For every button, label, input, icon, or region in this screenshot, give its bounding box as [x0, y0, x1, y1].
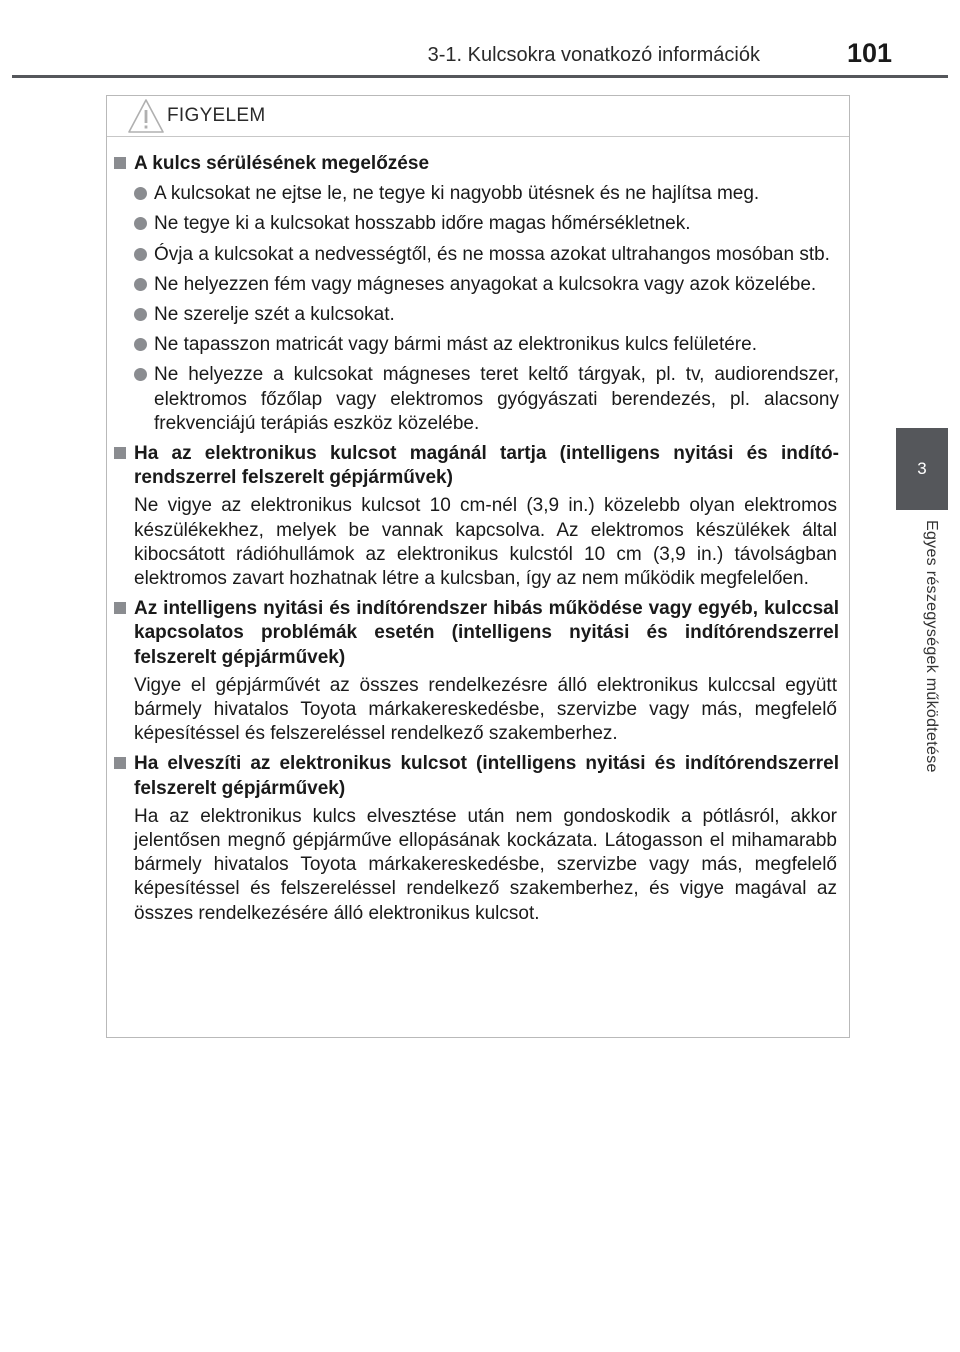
- section-header-title: 3-1. Kulcsokra vonatkozó információk: [427, 44, 760, 66]
- section-lost-key: [107, 752, 849, 925]
- list-item: Ne tegye ki a kulcsokat hosszabb időre magas hőmérsékletnek.: [107, 212, 849, 236]
- section-carrying-key: [107, 442, 849, 591]
- chapter-label: Egyes részegységek működtetése: [923, 520, 940, 773]
- section-square-icon: [114, 157, 126, 169]
- list-item: Ne helyezzen fém vagy mágneses anyagokat a kulcsokra vagy azok közelébe.: [107, 273, 849, 297]
- section-title: Ha elveszíti az elektronikus kulcsot (intelligens nyitási és indítórendszerrel felszerelt gépjárművek): [107, 752, 849, 800]
- bullet-dot-icon: [134, 248, 147, 261]
- list-item: Ne szerelje szét a kulcsokat.: [107, 303, 849, 327]
- header-divider: [12, 75, 948, 78]
- section-text: Ha az elektronikus kulcs elvesztése után nem gondoskodik a pótlásról, akkor jelentősen megnő gépjárműve ellopásának kockázata. Látogasson el mihamarabb bármely hivatalos Toyota márkakereskedésbe, szervizbe vagy más, megfelelő képesítéssel és felszereléssel rendelkező szakemberhez, és vigye magával az összes rendelkezésére álló elektronikus kulcsot.: [134, 805, 837, 924]
- chapter-tab: [896, 428, 948, 510]
- list-item: Ne tapasszon matricát vagy bármi mást az elektronikus kulcs felületére.: [107, 333, 849, 357]
- bullet-dot-icon: [134, 278, 147, 291]
- list-item: Óvja a kulcsokat a nedvességtől, és ne mossa azokat ultrahangos mosóban stb.: [107, 243, 849, 267]
- bullet-dot-icon: [134, 308, 147, 321]
- section-key-damage: [107, 152, 849, 436]
- warning-content: [107, 152, 849, 932]
- warning-header: [107, 96, 849, 137]
- bullet-dot-icon: [134, 187, 147, 200]
- section-malfunction: [107, 597, 849, 746]
- section-square-icon: [114, 447, 126, 459]
- warning-title: FIGYELEM: [167, 105, 266, 126]
- section-text: Vigye el gépjárművét az összes rendelkezésre álló elektronikus kulccsal együtt bármely hivatalos Toyota márkakereskedésbe, szervizbe vagy más, megfelelő képesítéssel és felszereléssel rendelkező szakemberhez.: [134, 674, 837, 745]
- bullet-dot-icon: [134, 338, 147, 351]
- list-item: A kulcsokat ne ejtse le, ne tegye ki nagyobb ütésnek és ne hajlítsa meg.: [107, 182, 849, 206]
- section-text: Ne vigye az elektronikus kulcsot 10 cm-nél (3,9 in.) közelebb olyan elektromos készülékekhez, melyek be vannak kapcsolva. Az elektromos készülékek által kibocsátott rádióhullámok az elektronikus kulcstól 10 cm (3,9 in.) távolságban elektromos zavart hozhatnak létre a kulcsban, így az nem működik megfelelően.: [134, 495, 837, 590]
- warning-box: [106, 95, 850, 1038]
- chapter-number: 3: [917, 459, 927, 478]
- list-item: Ne helyezze a kulcsokat mágneses teret keltő tárgyak, pl. tv, audiorendszer, elektromos főzőlap vagy elektromos gyógyászati berendezés, pl. alacsony frekvenciájú terápiás eszköz közelébe.: [107, 363, 849, 436]
- bullet-dot-icon: [134, 368, 147, 381]
- section-title: A kulcs sérülésének megelőzése: [107, 152, 849, 176]
- section-title: Az intelligens nyitási és indítórendszer hibás működése vagy egyéb, kulccsal kapcsolatos problémák esetén (intelligens nyitási és indítórendszerrel felszerelt gépjárművek): [107, 597, 849, 670]
- warning-triangle-icon: [127, 98, 165, 134]
- section-square-icon: [114, 757, 126, 769]
- section-square-icon: [114, 602, 126, 614]
- page-number: 101: [846, 38, 892, 68]
- bullet-dot-icon: [134, 217, 147, 230]
- section-title: Ha az elektronikus kulcsot magánál tartja (intelligens nyitási és indítórendszerrel felszerelt gépjárművek): [107, 442, 849, 490]
